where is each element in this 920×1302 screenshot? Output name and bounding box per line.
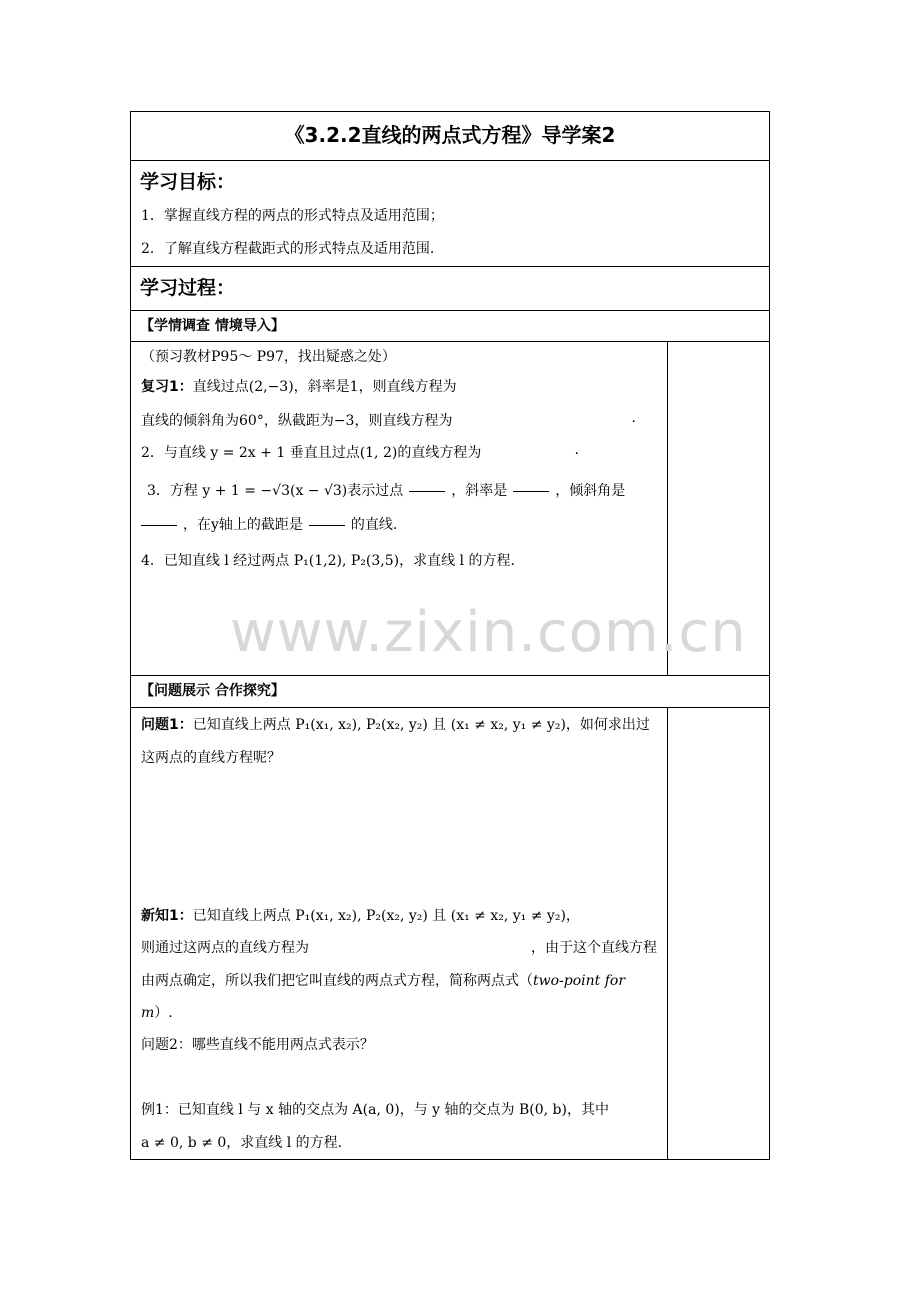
new-knowledge-text-b2: ，由于这个直线方程 <box>531 940 657 956</box>
problem-1-line-2: 这两点的直线方程呢？ <box>141 750 281 766</box>
blank-intercept <box>309 525 345 526</box>
goals-heading: 学习目标： <box>140 171 236 193</box>
review-label: 复习1： <box>141 379 193 395</box>
review-text-2: 直线的倾斜角为60°，纵截距为−3，则直线方程为 <box>141 413 453 429</box>
section2-heading-row <box>131 676 769 708</box>
review-line-2 <box>141 410 636 430</box>
question-2 <box>141 442 579 462</box>
watermark-text: www.zixin.com.cn <box>230 600 747 665</box>
problem-1-label: 问题1： <box>141 717 193 733</box>
new-knowledge-line-1 <box>141 905 580 925</box>
example-1-line-2: a ≠ 0, b ≠ 0，求直线 l 的方程. <box>141 1135 343 1151</box>
new-knowledge-label: 新知1： <box>141 908 193 924</box>
question-3-text-a: 3．方程 y + 1 = −√3(x − √3)表示过点 <box>147 483 404 499</box>
blank-slope <box>513 491 549 492</box>
process-heading: 学习过程： <box>140 277 236 299</box>
review-line-1 <box>141 376 457 396</box>
new-knowledge-line-2 <box>141 937 657 957</box>
new-knowledge-text-c-ital: two-point for <box>533 973 626 989</box>
problem-2: 问题2：哪些直线不能用两点式表示？ <box>141 1037 374 1053</box>
question-3-text-c: ，倾斜角是 <box>555 483 626 499</box>
new-knowledge-line-4 <box>141 1002 173 1022</box>
question-3-line-2 <box>141 514 397 534</box>
new-knowledge-text-c: 由两点确定，所以我们把它叫直线的两点式方程，简称两点式（ <box>141 973 533 989</box>
preview-note: （预习教材P95～ P97，找出疑惑之处） <box>141 349 396 365</box>
question-3-text-b: ，斜率是 <box>451 483 508 499</box>
question-3-text-e: 的直线. <box>350 517 398 533</box>
new-knowledge-text-d-ital: m <box>141 1005 155 1021</box>
review-text-1: 直线过点(2,−3)，斜率是1，则直线方程为 <box>192 379 457 395</box>
column-divider-2 <box>667 708 668 1160</box>
question-2-end: . <box>574 442 579 458</box>
new-knowledge-line-3 <box>141 970 625 990</box>
process-section <box>131 267 769 311</box>
review-end: . <box>631 410 636 426</box>
page-title <box>131 112 769 161</box>
section2-content <box>131 708 769 1160</box>
question-3-line-1 <box>147 480 625 500</box>
section1-heading: 【学情调查 情境导入】 <box>140 318 285 334</box>
section2-heading: 【问题展示 合作探究】 <box>140 683 285 699</box>
problem-1-text-a: 已知直线上两点 P₁(x₁, x₂), P₂(x₂, y₂) 且 (x₁ ≠ x₂, y₁ ≠ y₂)，如何求出过 <box>192 717 650 733</box>
section1-heading-row <box>131 311 769 342</box>
goal-item-2: 2．了解直线方程截距式的形式特点及适用范围. <box>141 241 435 257</box>
question-4: 4．已知直线 l 经过两点 P₁(1,2), P₂(3,5)，求直线 l 的方程. <box>141 553 515 569</box>
new-knowledge-text-b1: 则通过这两点的直线方程为 <box>141 940 309 956</box>
example-1-line-1: 例1：已知直线 l 与 x 轴的交点为 A(a, 0)，与 y 轴的交点为 B(0, b)，其中 <box>141 1102 609 1118</box>
question-3-text-d: ，在y轴上的截距是 <box>183 517 303 533</box>
goals-section <box>131 161 769 267</box>
problem-1-line-1 <box>141 714 650 734</box>
new-knowledge-text-a: 已知直线上两点 P₁(x₁, x₂), P₂(x₂, y₂) 且 (x₁ ≠ x₂, y₁ ≠ y₂)， <box>192 908 580 924</box>
title-text: 《3.2.2直线的两点式方程》导学案2 <box>284 123 616 147</box>
blank-point <box>409 491 445 492</box>
question-2-text: 2．与直线 y = 2x + 1 垂直且过点(1, 2)的直线方程为 <box>141 445 482 461</box>
goal-item-1: 1．掌握直线方程的两点的形式特点及适用范围； <box>141 208 444 224</box>
blank-angle <box>141 525 177 526</box>
new-knowledge-text-d: ）. <box>154 1005 173 1021</box>
